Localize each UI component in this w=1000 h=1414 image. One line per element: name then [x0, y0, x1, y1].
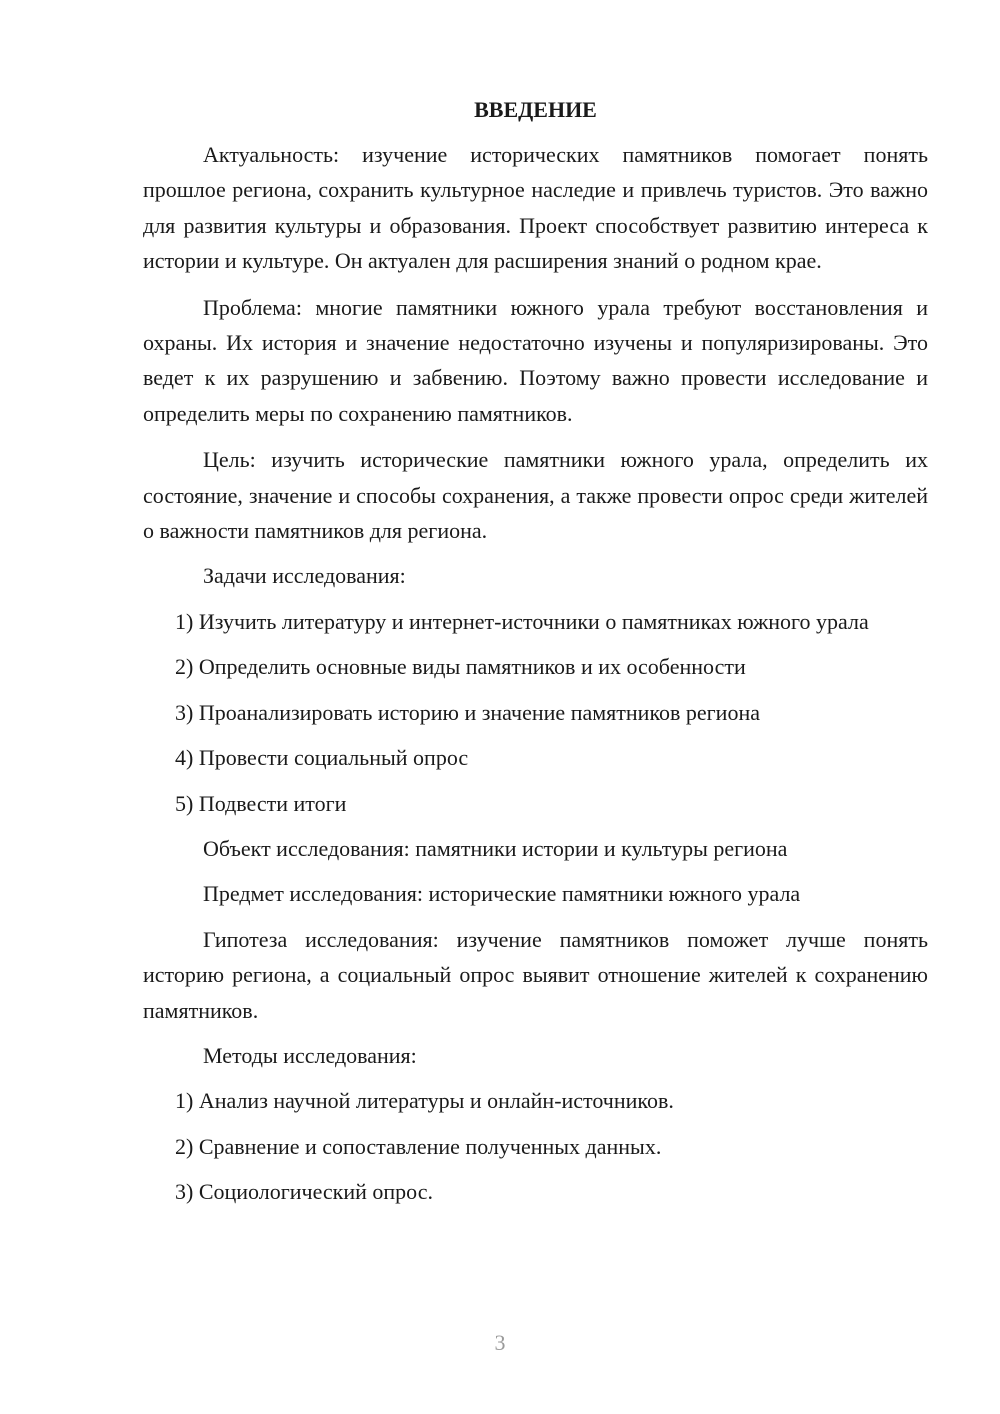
relevance-paragraph: Актуальность: изучение исторических памятников помогает понять прошлое региона, сохранить культурное наследие и привлечь туристов. Это важно для развития культуры и образования. Проект способствует развитию интереса к истории и культуре. Он актуален для расширения знаний о родном крае.	[143, 142, 928, 274]
research-object: Объект исследования: памятники истории и культуры региона	[203, 835, 788, 861]
method-item: 3) Социологический опрос.	[175, 1179, 433, 1205]
task-item: 5) Подвести итоги	[175, 790, 347, 816]
goal-paragraph: Цель: изучить исторические памятники южного урала, определить их состояние, значение и способы сохранения, а также провести опрос среди жителей о важности памятников для региона.	[143, 447, 928, 544]
task-item: 2) Определить основные виды памятников и их особенности	[175, 654, 746, 680]
tasks-heading: Задачи исследования:	[203, 563, 406, 589]
methods-heading: Методы исследования:	[203, 1042, 417, 1068]
method-item: 1) Анализ научной литературы и онлайн-источников.	[175, 1088, 674, 1114]
hypothesis-paragraph: Гипотеза исследования: изучение памятников поможет лучше понять историю региона, а социальный опрос выявит отношение жителей к сохранению памятников.	[143, 926, 928, 1023]
task-item: 3) Проанализировать историю и значение памятников региона	[175, 699, 760, 725]
section-title: ВВЕДЕНИЕ	[474, 97, 597, 122]
problem-paragraph: Проблема: многие памятники южного урала требуют восстановления и охраны. Их история и значение недостаточно изучены и популяризированы. Это ведет к их разрушению и забвению. Поэтому важно провести исследование и определить меры по сохранению памятников.	[143, 294, 928, 426]
document-page	[143, 94, 928, 1210]
research-subject: Предмет исследования: исторические памятники южного урала	[203, 881, 801, 907]
method-item: 2) Сравнение и сопоставление полученных данных.	[175, 1133, 662, 1159]
page-number: 3	[494, 1330, 506, 1355]
task-item: 1) Изучить литературу и интернет-источники о памятниках южного урала	[175, 608, 869, 634]
task-item: 4) Провести социальный опрос	[175, 745, 469, 771]
